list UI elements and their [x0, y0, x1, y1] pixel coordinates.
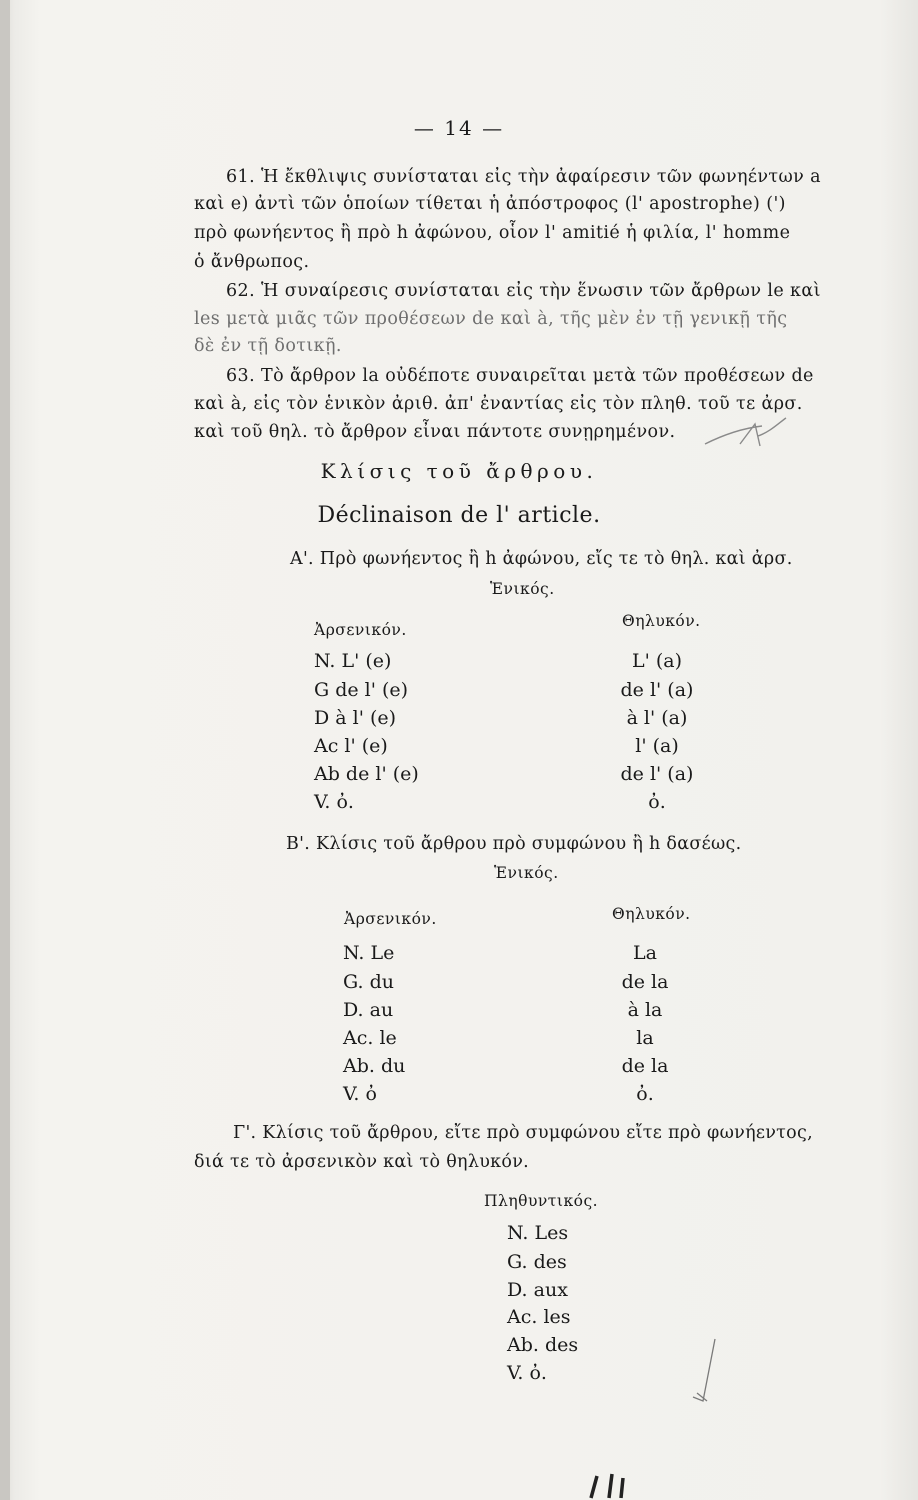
section-c-row: V. ὀ. [507, 1362, 547, 1384]
section-a-fem-row: ὀ. [648, 791, 666, 813]
paragraph-62-line-1: 62. Ἡ συναίρεσις συνίσταται εἰς τὴν ἕνωσιν τῶν ἄρθρων le καὶ [226, 281, 821, 301]
paragraph-61-line-4: ὁ ἄνθρωπος. [194, 252, 310, 272]
page-number: — 14 — [413, 116, 505, 140]
section-c-row: G. des [507, 1251, 567, 1273]
section-a-fem-row: de l' (a) [620, 679, 694, 701]
section-b-number: Ἑνικός. [494, 864, 559, 882]
section-c-row: N. Les [507, 1222, 569, 1244]
section-a-masc-row: D à l' (e) [314, 707, 397, 729]
section-c-row: Ac. les [507, 1306, 571, 1328]
paragraph-63-line-1: 63. Τὸ ἄρθρον la οὐδέποτε συναιρεῖται μετὰ τῶν προθέσεων de [226, 366, 814, 386]
section-a-masc-label: Ἀρσενικόν. [314, 621, 407, 639]
section-a-masc-row: Ac l' (e) [314, 735, 388, 757]
section-b-fem-label: Θηλυκόν. [612, 905, 691, 923]
paragraph-61-line-1: 61. Ἡ ἔκθλιψις συνίσταται εἰς τὴν ἀφαίρεσιν τῶν φωνηέντων a [226, 167, 821, 187]
section-b-masc-row: V. ὀ [343, 1083, 377, 1105]
section-b-fem-row: La [633, 942, 657, 964]
paragraph-61-line-2: καὶ e) ἀντὶ τῶν ὁποίων τίθεται ἡ ἀπόστροφος (l' apostrophe) (') [194, 194, 786, 214]
section-b-fem-row: la [636, 1027, 654, 1049]
section-a-fem-row: de l' (a) [620, 763, 694, 785]
section-b-fem-row: de la [621, 1055, 669, 1077]
pencil-scribble-icon [700, 414, 790, 464]
section-c-number: Πληθυντικός. [484, 1192, 599, 1210]
section-a-number: Ἑνικός. [490, 580, 555, 598]
section-a-title: Α'. Πρὸ φωνήεντος ἢ h ἀφώνου, εἴς τε τὸ θηλ. καὶ ἀρσ. [290, 549, 793, 569]
section-b-masc-row: Ab. du [343, 1055, 406, 1077]
section-b-fem-row: à la [627, 999, 663, 1021]
section-b-fem-row: de la [621, 971, 669, 993]
section-b-masc-label: Ἀρσενικόν. [344, 910, 437, 928]
section-a-fem-row: L' (a) [631, 650, 683, 672]
pencil-check-icon [685, 1335, 725, 1405]
ink-bleed-icon [585, 1470, 635, 1500]
section-a-fem-label: Θηλυκόν. [622, 612, 701, 630]
page-spine-shadow [0, 0, 10, 1500]
section-a-masc-row: G de l' (e) [314, 679, 409, 701]
section-a-masc-row: N. L' (e) [314, 650, 392, 672]
section-a-fem-row: l' (a) [635, 735, 679, 757]
heading-french: Déclinaison de l' article. [317, 503, 601, 528]
paragraph-63-line-3: καὶ τοῦ θηλ. τὸ ἄρθρον εἶναι πάντοτε συνῃρημένον. [194, 422, 676, 442]
section-b-fem-row: ὀ. [636, 1083, 654, 1105]
paragraph-61-line-3: πρὸ φωνήεντος ἢ πρὸ h ἀφώνου, οἷον l' amitié ἡ φιλία, l' homme [194, 223, 791, 243]
section-c-title-line-2: διά τε τὸ ἀρσενικὸν καὶ τὸ θηλυκόν. [194, 1152, 530, 1172]
section-a-masc-row: Ab de l' (e) [314, 763, 419, 785]
paragraph-62-line-2: les μετὰ μιᾶς τῶν προθέσεων de καὶ à, τῆς μὲν ἐν τῇ γενικῇ τῆς [194, 309, 788, 329]
section-b-masc-row: N. Le [343, 942, 395, 964]
section-c-row: Ab. des [507, 1334, 579, 1356]
section-c-row: D. aux [507, 1279, 568, 1301]
section-b-title: Β'. Κλίσις τοῦ ἄρθρου πρὸ συμφώνου ἢ h δασέως. [286, 834, 742, 854]
section-c-title-line-1: Γ'. Κλίσις τοῦ ἄρθρου, εἴτε πρὸ συμφώνου εἴτε πρὸ φωνήεντος, [233, 1123, 813, 1143]
paragraph-63-line-2: καὶ à, εἰς τὸν ἑνικὸν ἀριθ. ἀπ' ἐναντίας εἰς τὸν πληθ. τοῦ τε ἀρσ. [194, 394, 803, 414]
section-b-masc-row: D. au [343, 999, 394, 1021]
section-a-fem-row: à l' (a) [626, 707, 688, 729]
heading-greek: Κλίσις τοῦ ἄρθρου. [320, 459, 598, 483]
section-a-masc-row: V. ὀ. [314, 791, 354, 813]
paragraph-62-line-3: δὲ ἐν τῇ δοτικῇ. [194, 336, 342, 356]
section-b-masc-row: Ac. le [343, 1027, 397, 1049]
section-b-masc-row: G. du [343, 971, 394, 993]
